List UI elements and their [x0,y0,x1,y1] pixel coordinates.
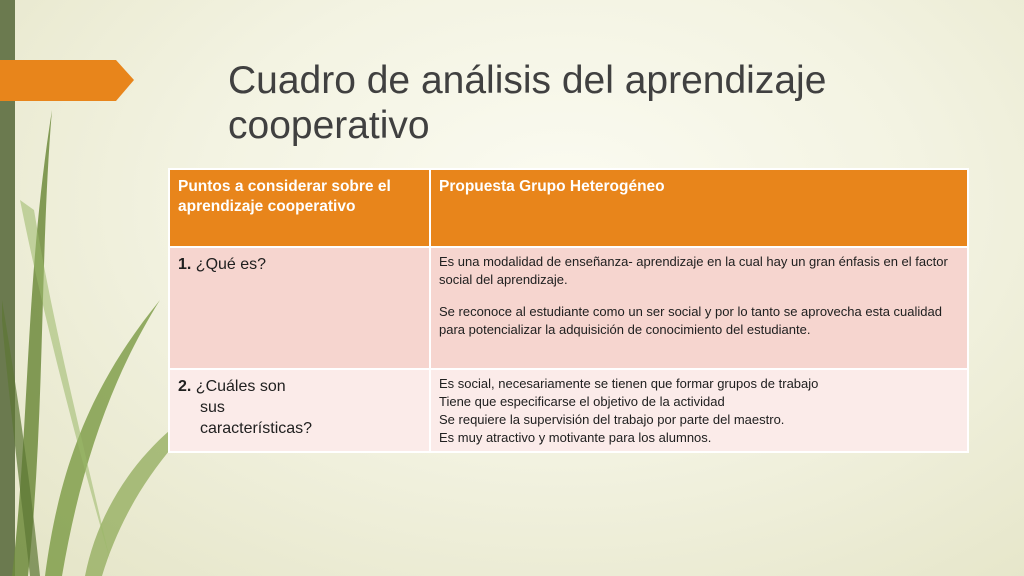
row-number: 2. [178,378,192,395]
answer-cell [430,247,968,369]
row-number: 1. [178,256,192,273]
answer-line: Es social, necesariamente se tienen que formar grupos de trabajo [439,376,819,391]
answer-cell [430,369,968,452]
question-cell [169,247,430,369]
table-header-row [169,169,968,247]
question-text: ¿Qué es? [195,256,267,273]
answer-line: Tiene que especificarse el objetivo de la actividad [439,394,725,409]
question-text: características? [200,420,313,437]
answer-paragraph: Se reconoce al estudiante como un ser social y por lo tanto se aprovecha esta cualidad para potencializar la adquisición de conocimiento del estudiante. [439,304,942,337]
answer-line: Es muy atractivo y motivante para los alumnos. [439,430,712,445]
answer-line: Se requiere la supervisión del trabajo por parte del maestro. [439,412,785,427]
table-row [169,369,968,452]
question-cell [169,369,430,452]
answer-paragraph: Es una modalidad de enseñanza- aprendizaje en la cual hay un gran énfasis en el factor social del aprendizaje. [439,254,948,287]
header-proposal: Propuesta Grupo Heterogéneo [430,169,968,247]
analysis-table [168,168,969,453]
question-text: ¿Cuáles son [195,378,286,395]
slide-title: Cuadro de análisis del aprendizaje cooperativo [228,59,827,147]
header-points: Puntos a considerar sobre el aprendizaje cooperativo [169,169,430,247]
question-text: sus [200,399,225,416]
table-row [169,247,968,369]
